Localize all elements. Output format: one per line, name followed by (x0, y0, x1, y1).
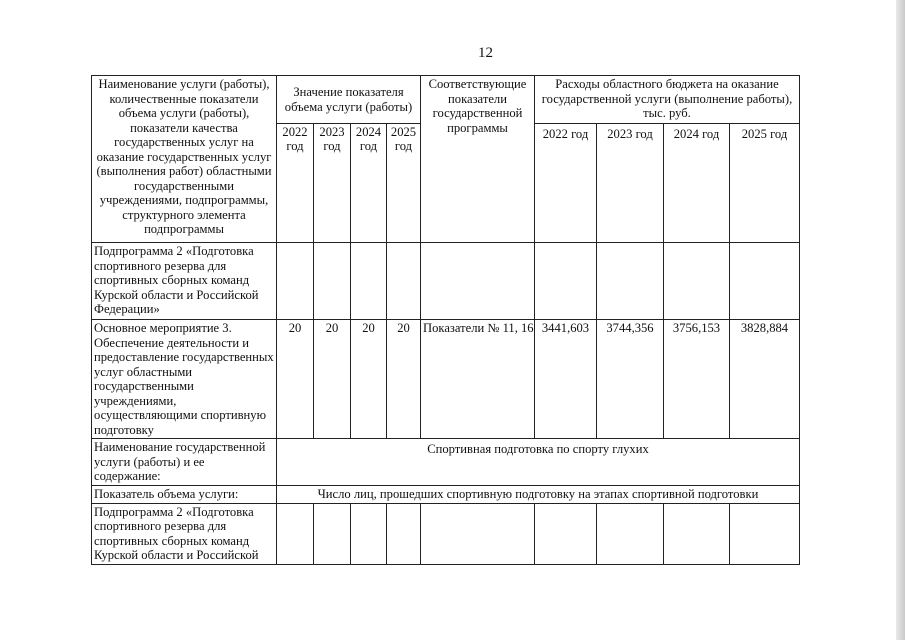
volume-year-2025: 2025 год (387, 124, 421, 243)
service-name-label-cell: Наименование государственной услуги (работы) и ее содержание: (92, 439, 277, 486)
volume-indicator-label-cell: Показатель объема услуги: (92, 486, 277, 504)
volume-year-2023: 2023 год (314, 124, 351, 243)
empty-cell (314, 243, 351, 320)
budget-year-2025: 2025 год (730, 124, 800, 243)
budget-value-2023: 3744,356 (597, 320, 664, 439)
page-number: 12 (478, 45, 493, 61)
scan-edge-shadow (896, 0, 905, 640)
header-name-text: Наименование услуги (работы), количественные показатели объема услуги (работы), показатели качества государственных услуг на оказание государственных услуг (выполнения работ) областными государственными учреждениями, подпрограммы, структурного элемента подпрограммы (96, 77, 272, 236)
header-volume-cell (277, 76, 421, 124)
volume-value-2024: 20 (351, 320, 387, 439)
header-program-text: Соответствующие показатели государственной программы (428, 77, 527, 135)
table-row (92, 320, 800, 439)
empty-cell (535, 243, 597, 320)
empty-cell (314, 503, 351, 564)
budget-value-2022: 3441,603 (535, 320, 597, 439)
table-row (92, 503, 800, 564)
empty-cell (351, 503, 387, 564)
budget-year-2024: 2024 год (664, 124, 730, 243)
volume-value-2025: 20 (387, 320, 421, 439)
header-budget-cell (535, 76, 800, 124)
empty-cell (277, 243, 314, 320)
subprogram-name-cell: Подпрограмма 2 «Подготовка спортивного резерва для спортивных сборных команд Курской области и Российской Федерации» (92, 243, 277, 320)
empty-cell (351, 243, 387, 320)
empty-cell (421, 243, 535, 320)
table-row (92, 486, 800, 504)
volume-value-2023: 20 (314, 320, 351, 439)
budget-value-2024: 3756,153 (664, 320, 730, 439)
header-budget-text: Расходы областного бюджета на оказание государственной услуги (выполнение работы), тыс. руб. (541, 77, 793, 120)
budget-year-2023: 2023 год (597, 124, 664, 243)
main-event-name-cell: Основное мероприятие 3. Обеспечение деятельности и предоставление государственных услуг областными государственными учреждениями, осуществляющими спортивную подготовку (92, 320, 277, 439)
program-indicators-cell: Показатели № 11, 16 (421, 320, 535, 439)
budget-value-2025: 3828,884 (730, 320, 800, 439)
empty-cell (421, 503, 535, 564)
service-name-value-cell: Спортивная подготовка по спорту глухих (277, 439, 800, 486)
budget-year-2022: 2022 год (535, 124, 597, 243)
empty-cell (730, 243, 800, 320)
subprogram-name-cell-2: Подпрограмма 2 «Подготовка спортивного резерва для спортивных сборных команд Курской области и Российской (92, 503, 277, 564)
volume-value-2022: 20 (277, 320, 314, 439)
service-table (91, 75, 800, 565)
table-row (92, 243, 800, 320)
header-name-cell (92, 76, 277, 243)
table-header-row (92, 76, 800, 124)
empty-cell (387, 243, 421, 320)
volume-indicator-value-cell: Число лиц, прошедших спортивную подготовку на этапах спортивной подготовки (277, 486, 800, 504)
table-row (92, 439, 800, 486)
header-volume-text: Значение показателя объема услуги (работы) (284, 85, 413, 114)
empty-cell (597, 243, 664, 320)
volume-year-2022: 2022 год (277, 124, 314, 243)
empty-cell (387, 503, 421, 564)
header-program-cell (421, 76, 535, 243)
volume-year-2024: 2024 год (351, 124, 387, 243)
empty-cell (535, 503, 597, 564)
empty-cell (664, 503, 730, 564)
empty-cell (277, 503, 314, 564)
empty-cell (730, 503, 800, 564)
empty-cell (597, 503, 664, 564)
empty-cell (664, 243, 730, 320)
